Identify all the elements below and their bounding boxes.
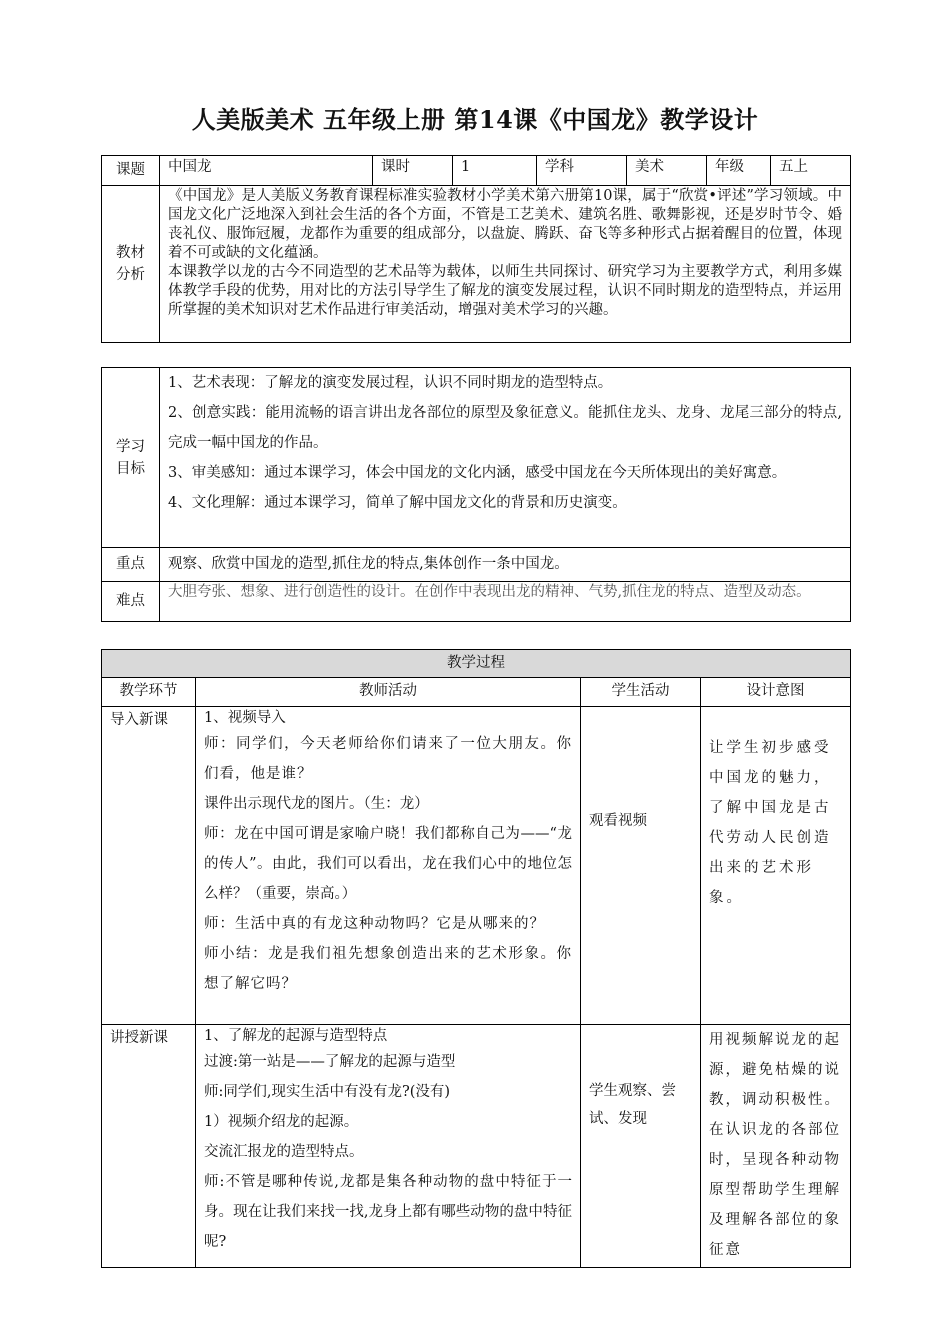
table-row	[102, 707, 851, 1025]
hours-label: 课时	[373, 156, 453, 186]
student-activity-cell: 观看视频	[581, 707, 701, 1025]
design-intent-cell	[701, 1025, 851, 1268]
goal-item: 4、文化理解：通过本课学习，简单了解中国龙文化的背景和历史演变。	[168, 495, 627, 511]
table-row	[102, 1025, 851, 1268]
subject-value: 美术	[627, 156, 707, 186]
difficult-point-label: 难点	[102, 582, 160, 622]
course-info-table	[101, 155, 851, 343]
process-header: 教学过程	[102, 650, 851, 678]
teacher-activity-line: 过渡:第一站是——了解龙的起源与造型	[204, 1054, 456, 1070]
column-header-stage: 教学环节	[102, 678, 196, 707]
teacher-activity-line: 师:不管是哪种传说,龙都是集各种动物的盘中特征于一身。现在让我们来找一找,龙身上都有哪些动物的盘中特征呢?	[204, 1174, 572, 1250]
hours-value: 1	[453, 156, 537, 186]
grade-label: 年级	[707, 156, 771, 186]
design-intent-text: 用视频解说龙的起源，避免枯燥的说教，调动积极性。在认识龙的各部位时，呈现各种动物原型帮助学生理解及理解各部位的象征意	[709, 1032, 841, 1258]
course-label: 课题	[102, 156, 160, 186]
key-point-content: 观察、欣赏中国龙的造型,抓住龙的特点,集体创作一条中国龙。	[160, 548, 851, 582]
stage-cell: 导入新课	[102, 707, 196, 1025]
key-point-label: 重点	[102, 548, 160, 582]
learning-goals-table	[101, 367, 851, 622]
grade-value: 五上	[771, 156, 851, 186]
teacher-activity-line: 师：同学们，今天老师给你们请来了一位大朋友。你们看，他是谁？	[204, 736, 572, 782]
teacher-activity-cell	[196, 1025, 581, 1268]
teacher-activity-line: 1）视频介绍龙的起源。	[204, 1114, 359, 1130]
teacher-activity-line: 师：生活中真的有龙这种动物吗？它是从哪来的？	[204, 916, 545, 932]
teacher-activity-line: 1、视频导入	[204, 710, 286, 726]
goals-label: 学习目标	[102, 368, 160, 548]
teacher-activity-line: 课件出示现代龙的图片。（生：龙）	[204, 796, 429, 812]
subject-label: 学科	[537, 156, 627, 186]
teacher-activity-line: 1、了解龙的起源与造型特点	[204, 1028, 388, 1044]
goal-item: 1、艺术表现：了解龙的演变发展过程，认识不同时期龙的造型特点。	[168, 375, 613, 391]
design-intent-text: 让学生初步感受中国龙的魅力，了解中国龙是古代劳动人民创造出来的艺术形象。	[709, 740, 832, 906]
course-value: 中国龙	[160, 156, 373, 186]
goal-item: 2、创意实践：能用流畅的语言讲出龙各部位的原型及象征意义。能抓住龙头、龙身、龙尾三部分的特点,完成一幅中国龙的作品。	[168, 405, 842, 451]
design-intent-cell	[701, 707, 851, 1025]
teacher-activity-cell	[196, 707, 581, 1025]
column-header-teacher: 教师活动	[196, 678, 581, 707]
column-header-student: 学生活动	[581, 678, 701, 707]
stage-cell: 讲授新课	[102, 1025, 196, 1268]
analysis-paragraph: 《中国龙》是人美版义务教育课程标准实验教材小学美术第六册第10课，属于“欣赏•评述”学习领域。中国龙文化广泛地深入到社会生活的各个方面，不管是工艺美术、建筑名胜、歌舞影视，还是岁时节令、婚丧礼仪、服饰冠履，龙都作为重要的组成部分，以盘旋、腾跃、奋飞等多种形式占据着醒目的位置，体现着不可或缺的文化蕴涵。	[168, 188, 842, 261]
teacher-activity-line: 师小结：龙是我们祖先想象创造出来的艺术形象。你想了解它吗？	[204, 946, 572, 992]
teacher-activity-line: 交流汇报龙的造型特点。	[204, 1144, 364, 1160]
teacher-activity-line: 师:同学们,现实生活中有没有龙?(没有)	[204, 1084, 451, 1100]
difficult-point-content: 大胆夸张、想象、进行创造性的设计。在创作中表现出龙的精神、气势,抓住龙的特点、造型及动态。	[160, 582, 851, 622]
student-activity-cell	[581, 1025, 701, 1268]
column-header-intent: 设计意图	[701, 678, 851, 707]
goal-item: 3、审美感知：通过本课学习，体会中国龙的文化内涵，感受中国龙在今天所体现出的美好寓意。	[168, 465, 787, 481]
teacher-activity-line: 师：龙在中国可谓是家喻户晓！我们都称自己为——“龙的传人”。由此，我们可以看出，龙在我们心中的地位怎么样？（重要，崇高。）	[204, 826, 572, 902]
document-title: 人美版美术 五年级上册 第14课《中国龙》教学设计	[191, 105, 759, 134]
analysis-paragraph: 本课教学以龙的古今不同造型的艺术品等为载体，以师生共同探讨、研究学习为主要教学方式，利用多媒体教学手段的优势，用对比的方法引导学生了解龙的演变发展过程，认识不同时期龙的造型特点，并运用所掌握的美术知识对艺术作品进行审美活动，增强对美术学习的兴趣。	[168, 264, 842, 318]
student-activity-text: 学生观察、尝试、发现	[589, 1083, 676, 1127]
analysis-content	[160, 186, 851, 343]
analysis-label: 教材分析	[102, 186, 160, 343]
teaching-process-table	[101, 649, 851, 1268]
goals-content	[160, 368, 851, 548]
